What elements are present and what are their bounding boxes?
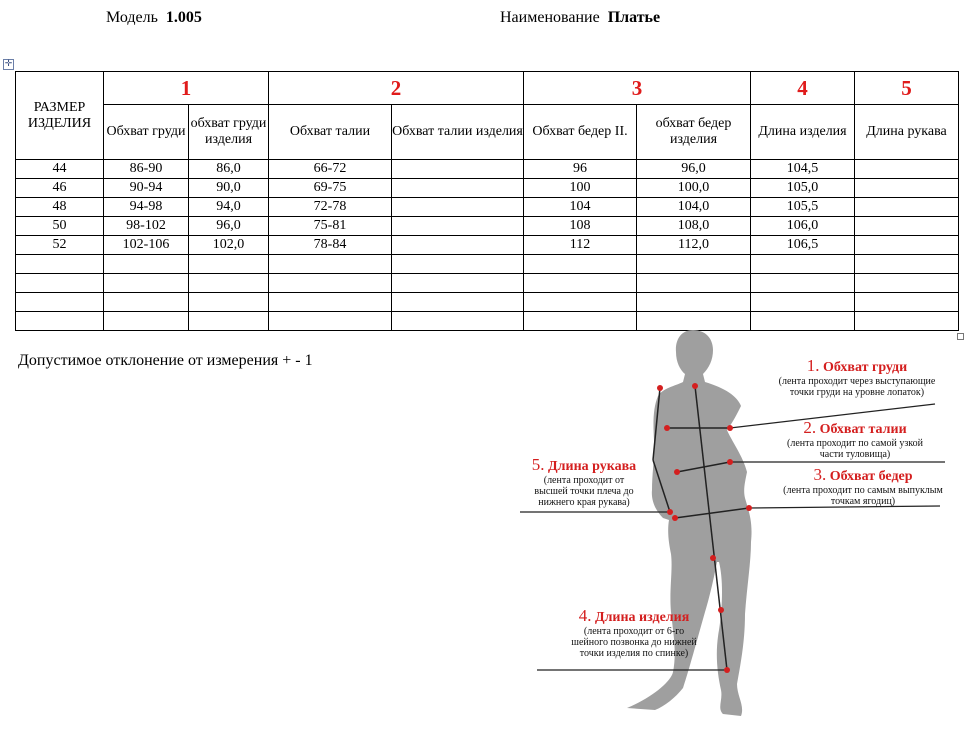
name-label: Наименование xyxy=(500,9,600,26)
hips-cell: 96 xyxy=(524,160,637,179)
hips-header: Обхват бедер II. xyxy=(524,105,637,160)
hips-cell: 112 xyxy=(524,236,637,255)
hips-cell xyxy=(524,293,637,312)
size-cell: 52 xyxy=(16,236,104,255)
chest-cell xyxy=(104,255,189,274)
length-cell xyxy=(751,274,855,293)
garment-hips-cell: 104,0 xyxy=(637,198,751,217)
garment-hips-cell xyxy=(637,255,751,274)
waist-cell xyxy=(269,293,392,312)
tolerance-note: Допустимое отклонение от измерения + - 1 xyxy=(18,352,313,369)
length-dot xyxy=(710,555,716,561)
chest-desc2: точки груди на уровне лопаток) xyxy=(789,387,925,398)
model-value: 1.005 xyxy=(165,9,202,26)
waist-dot xyxy=(727,459,733,465)
hips-cell xyxy=(524,255,637,274)
chest-cell: 90-94 xyxy=(104,179,189,198)
chest-cell xyxy=(104,312,189,331)
sleeve-cell xyxy=(855,255,959,274)
group-1-header: 1 xyxy=(104,72,269,105)
sleeve-desc2: высшей точки плеча до xyxy=(534,486,634,497)
garment-chest-cell: 86,0 xyxy=(189,160,269,179)
waist-cell xyxy=(269,255,392,274)
waist-cell xyxy=(269,312,392,331)
sleeve-num: 5. xyxy=(531,455,545,474)
size-table-body xyxy=(16,160,959,331)
garment-waist-cell xyxy=(392,160,524,179)
sleeve-desc3: нижнего края рукава) xyxy=(538,497,630,508)
sleeve-dot xyxy=(657,385,663,391)
garment-waist-header: Обхват талии изделия xyxy=(392,105,524,160)
garment-waist-cell xyxy=(392,312,524,331)
length-dot xyxy=(724,667,730,673)
group-5-header: 5 xyxy=(855,72,959,105)
length-title: Длина изделия xyxy=(594,610,690,625)
waist-desc1: (лента проходит по самой узкой xyxy=(787,438,923,449)
table-row xyxy=(16,160,959,179)
chest-dot xyxy=(727,425,733,431)
garment-waist-cell xyxy=(392,179,524,198)
garment-chest-cell: 102,0 xyxy=(189,236,269,255)
chest-num: 1. xyxy=(806,356,820,375)
chest-cell xyxy=(104,274,189,293)
sleeve-header: Длина рукава xyxy=(855,105,959,160)
table-row xyxy=(16,217,959,236)
size-cell: 44 xyxy=(16,160,104,179)
hips-dot xyxy=(672,515,678,521)
table-row xyxy=(16,293,959,312)
garment-hips-cell: 96,0 xyxy=(637,160,751,179)
size-table xyxy=(15,71,959,331)
length-dot xyxy=(692,383,698,389)
chest-title: Обхват груди xyxy=(823,360,908,375)
length-desc1: (лента проходит от 6-го xyxy=(583,626,685,637)
garment-waist-cell xyxy=(392,198,524,217)
waist-cell: 69-75 xyxy=(269,179,392,198)
waist-header: Обхват талии xyxy=(269,105,392,160)
label-waist xyxy=(775,420,935,460)
waist-cell: 72-78 xyxy=(269,198,392,217)
sleeve-dot xyxy=(667,509,673,515)
size-cell xyxy=(16,312,104,331)
hips-cell xyxy=(524,274,637,293)
table-row xyxy=(16,255,959,274)
size-cell: 46 xyxy=(16,179,104,198)
garment-chest-cell xyxy=(189,274,269,293)
size-cell xyxy=(16,274,104,293)
table-move-handle-icon[interactable]: ✛ xyxy=(4,59,13,69)
waist-num: 2. xyxy=(803,418,817,437)
chest-cell: 98-102 xyxy=(104,217,189,236)
sleeve-cell xyxy=(855,274,959,293)
waist-cell: 75-81 xyxy=(269,217,392,236)
table-row xyxy=(16,274,959,293)
hips-cell: 108 xyxy=(524,217,637,236)
chest-cell: 94-98 xyxy=(104,198,189,217)
waist-cell: 66-72 xyxy=(269,160,392,179)
chest-cell: 86-90 xyxy=(104,160,189,179)
hips-line xyxy=(675,508,749,518)
length-cell xyxy=(751,293,855,312)
hips-desc2: точкам ягодиц) xyxy=(830,496,896,507)
garment-hips-cell xyxy=(637,293,751,312)
measurement-diagram xyxy=(505,322,965,722)
garment-waist-cell xyxy=(392,255,524,274)
table-row xyxy=(16,236,959,255)
size-cell: 48 xyxy=(16,198,104,217)
sleeve-title: Длина рукава xyxy=(548,459,637,474)
sleeve-cell xyxy=(855,198,959,217)
sleeve-cell xyxy=(855,293,959,312)
garment-waist-cell xyxy=(392,293,524,312)
length-cell: 106,5 xyxy=(751,236,855,255)
waist-cell: 78-84 xyxy=(269,236,392,255)
garment-chest-cell xyxy=(189,293,269,312)
chest-cell: 102-106 xyxy=(104,236,189,255)
model-header xyxy=(106,9,202,27)
group-4-header: 4 xyxy=(751,72,855,105)
length-desc2: шейного позвонка до нижней xyxy=(571,637,697,648)
chest-dot xyxy=(664,425,670,431)
length-cell: 105,0 xyxy=(751,179,855,198)
garment-chest-cell xyxy=(189,255,269,274)
garment-chest-cell: 90,0 xyxy=(189,179,269,198)
length-num: 4. xyxy=(578,606,592,625)
name-value: Платье xyxy=(607,9,661,26)
hips-title: Обхват бедер xyxy=(829,469,913,484)
garment-hips-cell: 112,0 xyxy=(637,236,751,255)
garment-hips-cell xyxy=(637,274,751,293)
length-cell: 106,0 xyxy=(751,217,855,236)
garment-waist-cell xyxy=(392,274,524,293)
garment-hips-header: обхват бедер изделия xyxy=(637,105,751,160)
length-cell xyxy=(751,255,855,274)
garment-chest-cell: 94,0 xyxy=(189,198,269,217)
hips-cell: 100 xyxy=(524,179,637,198)
waist-desc2: части туловища) xyxy=(819,449,891,460)
length-cell: 105,5 xyxy=(751,198,855,217)
sleeve-cell xyxy=(855,217,959,236)
hips-num: 3. xyxy=(813,465,827,484)
label-length xyxy=(549,608,719,659)
sleeve-cell xyxy=(855,179,959,198)
chest-desc1: (лента проходит через выступающие xyxy=(778,376,936,387)
sleeve-cell xyxy=(855,236,959,255)
name-header xyxy=(500,9,660,27)
size-cell: 50 xyxy=(16,217,104,236)
group-2-header: 2 xyxy=(269,72,524,105)
garment-chest-header: обхват груди изделия xyxy=(189,105,269,160)
table-row xyxy=(16,198,959,217)
length-desc3: точки изделия по спинке) xyxy=(579,648,689,659)
hips-cell: 104 xyxy=(524,198,637,217)
garment-hips-cell: 108,0 xyxy=(637,217,751,236)
chest-cell xyxy=(104,293,189,312)
waist-dot xyxy=(674,469,680,475)
label-sleeve xyxy=(519,457,649,508)
sleeve-line xyxy=(653,388,660,460)
length-header: Длина изделия xyxy=(751,105,855,160)
garment-chest-cell: 96,0 xyxy=(189,217,269,236)
label-chest xyxy=(767,358,947,398)
garment-hips-cell: 100,0 xyxy=(637,179,751,198)
chest-header: Обхват груди xyxy=(104,105,189,160)
garment-waist-cell xyxy=(392,236,524,255)
label-hips xyxy=(773,467,953,507)
sleeve-cell xyxy=(855,160,959,179)
group-3-header: 3 xyxy=(524,72,751,105)
sleeve-line xyxy=(653,460,670,512)
hips-dot xyxy=(746,505,752,511)
model-label: Модель xyxy=(106,9,158,26)
garment-waist-cell xyxy=(392,217,524,236)
table-row xyxy=(16,179,959,198)
length-cell: 104,5 xyxy=(751,160,855,179)
size-column-header: РАЗМЕР ИЗДЕЛИЯ xyxy=(16,72,104,160)
size-cell xyxy=(16,255,104,274)
waist-cell xyxy=(269,274,392,293)
garment-chest-cell xyxy=(189,312,269,331)
sleeve-desc1: (лента проходит от xyxy=(543,475,625,486)
waist-title: Обхват талии xyxy=(819,422,907,437)
hips-desc1: (лента проходит по самым выпуклым xyxy=(783,485,943,496)
size-cell xyxy=(16,293,104,312)
